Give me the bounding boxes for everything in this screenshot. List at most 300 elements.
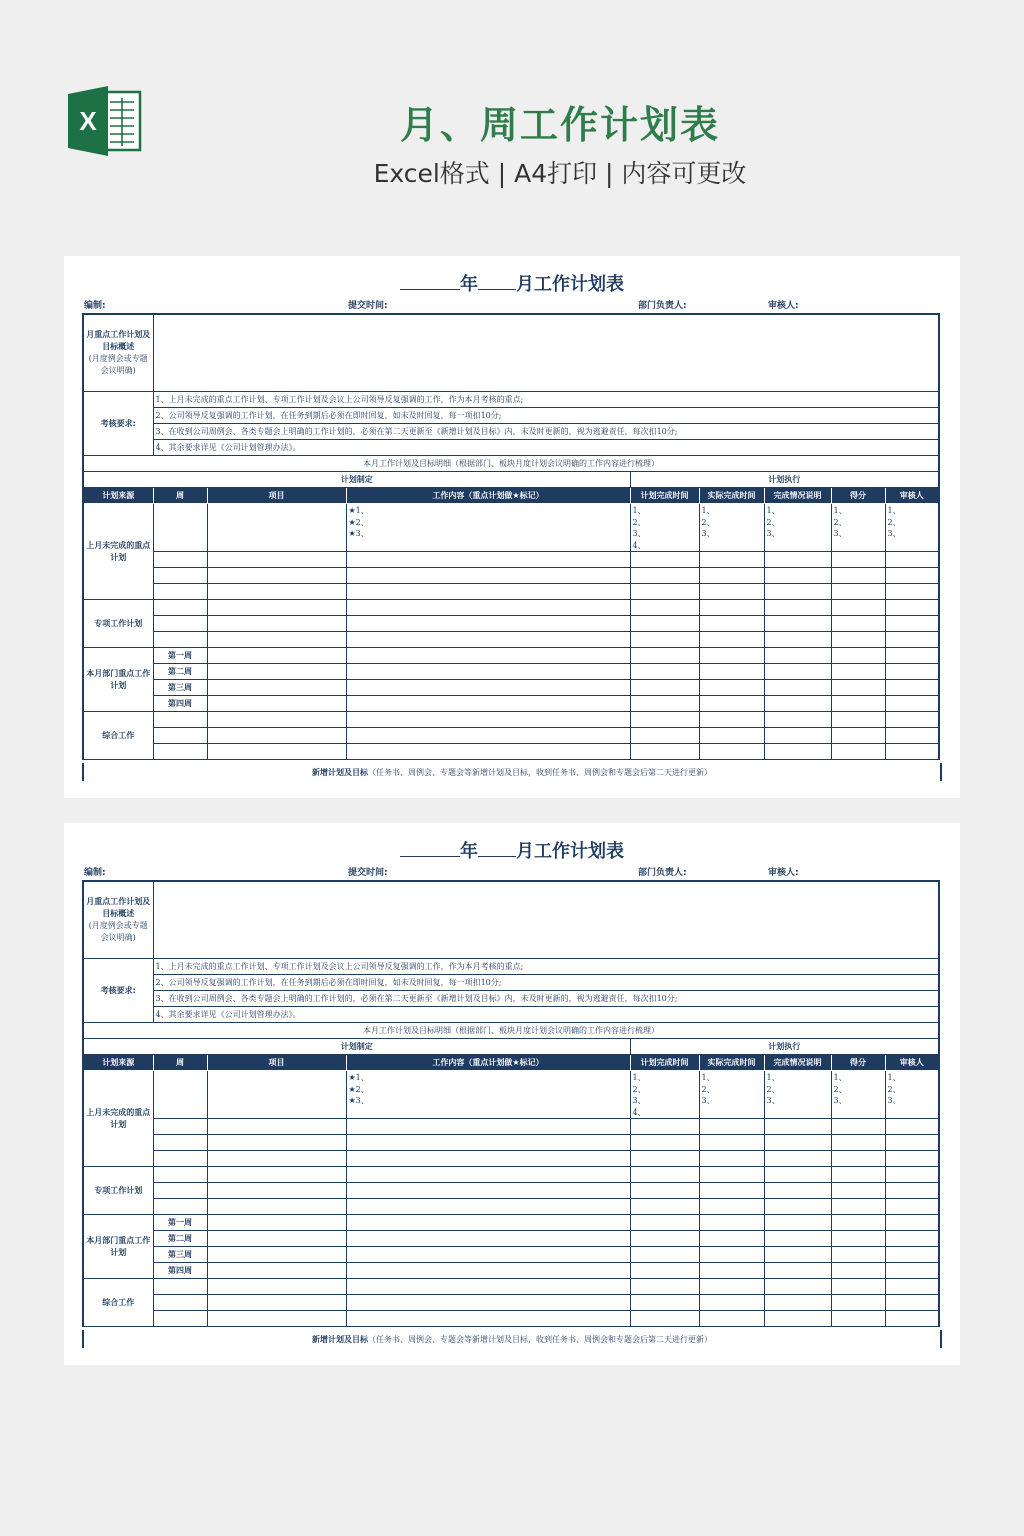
week-cell[interactable] (153, 1151, 207, 1167)
week-cell[interactable] (153, 552, 207, 568)
plan-time-cell[interactable] (630, 568, 699, 584)
desc-cell[interactable] (764, 1119, 831, 1135)
table-row (83, 664, 939, 680)
table-row (83, 1071, 939, 1119)
reviewer-cell[interactable] (885, 1119, 939, 1135)
score-cell[interactable] (831, 680, 885, 696)
desc-cell[interactable] (764, 552, 831, 568)
desc-cell[interactable] (764, 648, 831, 664)
reviewer-label: 审核人: (768, 868, 799, 878)
project-cell[interactable] (207, 1119, 346, 1135)
actual-time-cell[interactable] (699, 664, 764, 680)
desc-cell[interactable] (764, 712, 831, 728)
reviewer-cell[interactable] (885, 1167, 939, 1183)
desc-cell[interactable] (764, 1135, 831, 1151)
plan-time-cell[interactable] (630, 1247, 699, 1263)
score-cell[interactable] (831, 1215, 885, 1231)
desc-cell[interactable] (764, 1151, 831, 1167)
project-cell[interactable] (207, 600, 346, 616)
week-cell[interactable] (153, 1071, 207, 1119)
page-subtitle: Excel格式 | A4打印 | 内容可更改 (373, 159, 747, 188)
content-cell[interactable] (346, 1215, 630, 1231)
content-cell[interactable] (346, 616, 630, 632)
plan-time-cell[interactable] (630, 600, 699, 616)
plan-time-cell[interactable] (630, 1167, 699, 1183)
table-row (83, 1199, 939, 1215)
col-content: 工作内容（重点计划做★标记） (346, 488, 630, 504)
title-month-label: 月工作计划表 (516, 841, 624, 862)
score-cell[interactable] (831, 1199, 885, 1215)
score-cell[interactable] (831, 648, 885, 664)
reviewer-cell[interactable] (885, 632, 939, 648)
table-row (83, 1119, 939, 1135)
table-row (83, 600, 939, 616)
new-plan-note: 新增计划及目标（任务书、周例会、专题会等新增计划及目标，收到任务书、周例会和专题会后第二天进行更新） (312, 768, 712, 777)
project-cell[interactable] (207, 744, 346, 760)
reviewer-cell[interactable] (885, 1135, 939, 1151)
week-label: 第四周 (153, 696, 207, 712)
actual-time-cell[interactable] (699, 1231, 764, 1247)
source-general: 综合工作 (83, 1279, 153, 1327)
table-row (83, 1263, 939, 1279)
week-cell[interactable] (153, 616, 207, 632)
score-cell[interactable] (831, 600, 885, 616)
col-desc: 完成情况说明 (764, 1055, 831, 1071)
year-blank[interactable] (400, 842, 460, 857)
score-cell[interactable] (831, 1119, 885, 1135)
table-row (83, 696, 939, 712)
plan-time-cell[interactable] (630, 632, 699, 648)
desc-cell[interactable] (764, 1167, 831, 1183)
table-row (83, 1183, 939, 1199)
actual-time-cell[interactable] (699, 744, 764, 760)
group-plan-header: 计划制定 (83, 472, 630, 488)
plan-time-cell[interactable] (630, 1311, 699, 1327)
reviewer-cell[interactable] (885, 584, 939, 600)
actual-time-cell[interactable]: 1、 2、 3、 (699, 504, 764, 552)
score-cell[interactable] (831, 728, 885, 744)
score-cell[interactable]: 1、 2、 3、 (831, 1071, 885, 1119)
reviewer-cell[interactable] (885, 1295, 939, 1311)
plan-time-cell[interactable] (630, 1263, 699, 1279)
reviewer-cell[interactable] (885, 744, 939, 760)
score-cell[interactable] (831, 664, 885, 680)
actual-time-cell[interactable] (699, 1247, 764, 1263)
project-cell[interactable] (207, 1247, 346, 1263)
reviewer-cell[interactable] (885, 568, 939, 584)
overview-input[interactable] (153, 881, 939, 959)
plan-time-cell[interactable] (630, 1231, 699, 1247)
table-row (83, 712, 939, 728)
actual-time-cell[interactable] (699, 1311, 764, 1327)
col-reviewer: 审核人 (885, 1055, 939, 1071)
week-label: 第三周 (153, 680, 207, 696)
score-cell[interactable] (831, 552, 885, 568)
actual-time-cell[interactable] (699, 1295, 764, 1311)
table-edge-right (940, 1330, 942, 1348)
plan-time-cell[interactable] (630, 1295, 699, 1311)
col-source: 计划来源 (83, 1055, 153, 1071)
project-cell[interactable] (207, 728, 346, 744)
plan-time-cell[interactable] (630, 1199, 699, 1215)
actual-time-cell[interactable] (699, 1263, 764, 1279)
reviewer-cell[interactable] (885, 1263, 939, 1279)
col-actual-time: 实际完成时间 (699, 488, 764, 504)
actual-time-cell[interactable] (699, 696, 764, 712)
month-blank[interactable] (478, 842, 516, 857)
excel-logo-icon (68, 86, 142, 156)
actual-time-cell[interactable] (699, 712, 764, 728)
reviewer-cell[interactable] (885, 616, 939, 632)
actual-time-cell[interactable] (699, 1215, 764, 1231)
desc-cell[interactable] (764, 680, 831, 696)
desc-cell[interactable] (764, 1199, 831, 1215)
week-label: 第一周 (153, 648, 207, 664)
plan-time-cell[interactable] (630, 696, 699, 712)
table-row (83, 744, 939, 760)
col-week: 周 (153, 488, 207, 504)
project-cell[interactable] (207, 1263, 346, 1279)
content-cell[interactable] (346, 1311, 630, 1327)
content-cell[interactable] (346, 1135, 630, 1151)
plan-time-cell[interactable] (630, 728, 699, 744)
table-row (83, 568, 939, 584)
submit-time-label: 提交时间: (348, 868, 388, 878)
project-cell[interactable] (207, 648, 346, 664)
reviewer-cell[interactable] (885, 1279, 939, 1295)
new-plan-note: 新增计划及目标（任务书、周例会、专题会等新增计划及目标，收到任务书、周例会和专题会后第二天进行更新） (312, 1335, 712, 1344)
actual-time-cell[interactable] (699, 680, 764, 696)
actual-time-cell[interactable] (699, 728, 764, 744)
plan-time-cell[interactable] (630, 1183, 699, 1199)
desc-cell[interactable] (764, 1215, 831, 1231)
year-blank[interactable] (400, 275, 460, 290)
content-cell[interactable] (346, 1167, 630, 1183)
project-cell[interactable] (207, 1199, 346, 1215)
desc-cell[interactable] (764, 664, 831, 680)
actual-time-cell[interactable]: 1、 2、 3、 (699, 1071, 764, 1119)
reviewer-cell[interactable] (885, 1215, 939, 1231)
plan-time-cell[interactable] (630, 712, 699, 728)
review-label: 考核要求: (83, 959, 153, 1023)
table-row (83, 1295, 939, 1311)
score-cell[interactable]: 1、 2、 3、 (831, 504, 885, 552)
content-cell[interactable] (346, 1119, 630, 1135)
col-content: 工作内容（重点计划做★标记） (346, 1055, 630, 1071)
week-label: 第三周 (153, 1247, 207, 1263)
score-cell[interactable] (831, 568, 885, 584)
reviewer-cell[interactable] (885, 648, 939, 664)
plan-table (82, 880, 940, 1327)
month-blank[interactable] (478, 275, 516, 290)
actual-time-cell[interactable] (699, 1119, 764, 1135)
score-cell[interactable] (831, 616, 885, 632)
week-cell[interactable] (153, 712, 207, 728)
content-cell[interactable] (346, 1295, 630, 1311)
plan-time-cell[interactable] (630, 584, 699, 600)
project-cell[interactable] (207, 1311, 346, 1327)
col-source: 计划来源 (83, 488, 153, 504)
actual-time-cell[interactable] (699, 1151, 764, 1167)
score-cell[interactable] (831, 584, 885, 600)
score-cell[interactable] (831, 696, 885, 712)
score-cell[interactable] (831, 1183, 885, 1199)
score-cell[interactable] (831, 1247, 885, 1263)
week-cell[interactable] (153, 568, 207, 584)
dept-head-label: 部门负责人: (638, 301, 687, 311)
week-label: 第二周 (153, 1231, 207, 1247)
col-desc: 完成情况说明 (764, 488, 831, 504)
content-cell[interactable] (346, 728, 630, 744)
content-cell[interactable] (346, 584, 630, 600)
score-cell[interactable] (831, 1135, 885, 1151)
score-cell[interactable] (831, 1151, 885, 1167)
desc-cell[interactable] (764, 1247, 831, 1263)
detail-caption: 本月工作计划及目标明细（根据部门、板块月度计划会议明确的工作内容进行梳理） (83, 456, 939, 472)
plan-time-cell[interactable] (630, 1135, 699, 1151)
score-cell[interactable] (831, 712, 885, 728)
col-score: 得分 (831, 488, 885, 504)
table-row (83, 728, 939, 744)
group-plan-header: 计划制定 (83, 1039, 630, 1055)
desc-cell[interactable] (764, 1279, 831, 1295)
desc-cell[interactable] (764, 728, 831, 744)
table-edge-left (82, 1330, 84, 1348)
content-cell[interactable] (346, 1199, 630, 1215)
desc-cell[interactable] (764, 696, 831, 712)
project-cell[interactable] (207, 632, 346, 648)
plan-time-cell[interactable]: 1、 2、 3、 4、 (630, 1071, 699, 1119)
submit-time-label: 提交时间: (348, 301, 388, 311)
column-header-row (83, 1055, 939, 1071)
content-cell[interactable] (346, 648, 630, 664)
plan-time-cell[interactable] (630, 664, 699, 680)
content-cell[interactable] (346, 600, 630, 616)
content-cell[interactable] (346, 1231, 630, 1247)
actual-time-cell[interactable] (699, 648, 764, 664)
score-cell[interactable] (831, 1231, 885, 1247)
actual-time-cell[interactable] (699, 1279, 764, 1295)
project-cell[interactable] (207, 1167, 346, 1183)
project-cell[interactable] (207, 584, 346, 600)
actual-time-cell[interactable] (699, 584, 764, 600)
reviewer-cell[interactable] (885, 1231, 939, 1247)
col-score: 得分 (831, 1055, 885, 1071)
reviewer-cell[interactable] (885, 728, 939, 744)
week-cell[interactable] (153, 1183, 207, 1199)
overview-input[interactable] (153, 314, 939, 392)
title-year-label: 年 (460, 274, 478, 295)
actual-time-cell[interactable] (699, 616, 764, 632)
week-cell[interactable] (153, 600, 207, 616)
plan-time-cell[interactable] (630, 1215, 699, 1231)
table-row (83, 1151, 939, 1167)
reviewer-cell[interactable] (885, 1183, 939, 1199)
desc-cell[interactable]: 1、 2、 3、 (764, 504, 831, 552)
actual-time-cell[interactable] (699, 600, 764, 616)
plan-time-cell[interactable] (630, 648, 699, 664)
project-cell[interactable] (207, 1279, 346, 1295)
project-cell[interactable] (207, 568, 346, 584)
content-cell[interactable]: ★1、 ★2、 ★3、 (346, 1071, 630, 1119)
overview-label: 月重点工作计划及目标概述 (月度例会或专题会议明确) (83, 881, 153, 959)
week-cell[interactable] (153, 1199, 207, 1215)
actual-time-cell[interactable] (699, 1199, 764, 1215)
actual-time-cell[interactable] (699, 632, 764, 648)
project-cell[interactable] (207, 552, 346, 568)
reviewer-cell[interactable] (885, 680, 939, 696)
actual-time-cell[interactable] (699, 1183, 764, 1199)
content-cell[interactable] (346, 632, 630, 648)
desc-cell[interactable] (764, 1231, 831, 1247)
score-cell[interactable] (831, 632, 885, 648)
week-cell[interactable] (153, 1135, 207, 1151)
review-item: 1、上月未完成的重点工作计划、专项工作计划及会议上公司领导反复强调的工作，作为本月考核的重点; (153, 959, 939, 975)
review-item: 2、公司领导反复强调的工作计划，在任务到期后必须在即时回复，如未及时回复，每一项扣10分; (153, 975, 939, 991)
score-cell[interactable] (831, 1167, 885, 1183)
score-cell[interactable] (831, 1311, 885, 1327)
content-cell[interactable] (346, 744, 630, 760)
desc-cell[interactable] (764, 568, 831, 584)
col-week: 周 (153, 1055, 207, 1071)
reviewer-cell[interactable] (885, 552, 939, 568)
review-item: 3、在收到公司周例会、各类专题会上明确的工作计划的，必须在第二天更新至《新增计划及目标》内，未及时更新的，视为逃避责任，每次扣10分; (153, 424, 939, 440)
reviewer-cell[interactable] (885, 1151, 939, 1167)
project-cell[interactable] (207, 504, 346, 552)
table-row (83, 632, 939, 648)
desc-cell[interactable] (764, 1295, 831, 1311)
actual-time-cell[interactable] (699, 1135, 764, 1151)
content-cell[interactable] (346, 1151, 630, 1167)
content-cell[interactable] (346, 664, 630, 680)
col-actual-time: 实际完成时间 (699, 1055, 764, 1071)
reviewer-label: 审核人: (768, 301, 799, 311)
week-label: 第四周 (153, 1263, 207, 1279)
desc-cell[interactable] (764, 584, 831, 600)
week-cell[interactable] (153, 1167, 207, 1183)
week-cell[interactable] (153, 1279, 207, 1295)
source-unfinished: 上月未完成的重点计划 (83, 1071, 153, 1167)
column-header-row (83, 488, 939, 504)
project-cell[interactable] (207, 1215, 346, 1231)
sheet-title (64, 837, 960, 863)
project-cell[interactable] (207, 696, 346, 712)
reviewer-cell[interactable] (885, 696, 939, 712)
content-cell[interactable] (346, 1183, 630, 1199)
desc-cell[interactable] (764, 744, 831, 760)
project-cell[interactable] (207, 712, 346, 728)
week-cell[interactable] (153, 1119, 207, 1135)
project-cell[interactable] (207, 1151, 346, 1167)
project-cell[interactable] (207, 1071, 346, 1119)
desc-cell[interactable] (764, 616, 831, 632)
table-row (83, 584, 939, 600)
reviewer-cell[interactable] (885, 664, 939, 680)
actual-time-cell[interactable] (699, 568, 764, 584)
source-unfinished: 上月未完成的重点计划 (83, 504, 153, 600)
week-cell[interactable] (153, 1311, 207, 1327)
project-cell[interactable] (207, 664, 346, 680)
detail-caption: 本月工作计划及目标明细（根据部门、板块月度计划会议明确的工作内容进行梳理） (83, 1023, 939, 1039)
plan-time-cell[interactable] (630, 680, 699, 696)
reviewer-cell[interactable] (885, 1199, 939, 1215)
project-cell[interactable] (207, 1183, 346, 1199)
plan-sheet-1 (64, 256, 960, 798)
plan-time-cell[interactable] (630, 616, 699, 632)
table-row (83, 616, 939, 632)
title-month-label: 月工作计划表 (516, 274, 624, 295)
content-cell[interactable] (346, 1263, 630, 1279)
week-cell[interactable] (153, 1295, 207, 1311)
desc-cell[interactable] (764, 1263, 831, 1279)
score-cell[interactable] (831, 744, 885, 760)
review-label: 考核要求: (83, 392, 153, 456)
desc-cell[interactable] (764, 1311, 831, 1327)
content-cell[interactable] (346, 712, 630, 728)
week-cell[interactable] (153, 504, 207, 552)
group-exec-header: 计划执行 (630, 1039, 939, 1055)
source-dept-key: 本月部门重点工作计划 (83, 648, 153, 712)
content-cell[interactable] (346, 568, 630, 584)
reviewer-cell[interactable] (885, 1311, 939, 1327)
score-cell[interactable] (831, 1263, 885, 1279)
plan-time-cell[interactable] (630, 552, 699, 568)
table-row (83, 1167, 939, 1183)
table-row (83, 552, 939, 568)
week-cell[interactable] (153, 744, 207, 760)
review-item: 3、在收到公司周例会、各类专题会上明确的工作计划的，必须在第二天更新至《新增计划及目标》内，未及时更新的，视为逃避责任，每次扣10分; (153, 991, 939, 1007)
desc-cell[interactable]: 1、 2、 3、 (764, 1071, 831, 1119)
project-cell[interactable] (207, 1135, 346, 1151)
table-row (83, 1279, 939, 1295)
actual-time-cell[interactable] (699, 552, 764, 568)
project-cell[interactable] (207, 1231, 346, 1247)
plan-sheet-2 (64, 823, 960, 1365)
source-special: 专项工作计划 (83, 600, 153, 648)
week-cell[interactable] (153, 584, 207, 600)
reviewer-cell[interactable]: 1、 2、 3、 (885, 504, 939, 552)
plan-time-cell[interactable] (630, 1119, 699, 1135)
score-cell[interactable] (831, 1295, 885, 1311)
plan-time-cell[interactable]: 1、 2、 3、 4、 (630, 504, 699, 552)
desc-cell[interactable] (764, 600, 831, 616)
content-cell[interactable] (346, 1247, 630, 1263)
content-cell[interactable] (346, 696, 630, 712)
score-cell[interactable] (831, 1279, 885, 1295)
project-cell[interactable] (207, 680, 346, 696)
review-item: 4、其余要求详见《公司计划管理办法》。 (153, 1007, 939, 1023)
plan-time-cell[interactable] (630, 744, 699, 760)
plan-time-cell[interactable] (630, 1151, 699, 1167)
desc-cell[interactable] (764, 632, 831, 648)
content-cell[interactable]: ★1、 ★2、 ★3、 (346, 504, 630, 552)
content-cell[interactable] (346, 680, 630, 696)
reviewer-cell[interactable] (885, 600, 939, 616)
plan-time-cell[interactable] (630, 1279, 699, 1295)
project-cell[interactable] (207, 616, 346, 632)
content-cell[interactable] (346, 552, 630, 568)
reviewer-cell[interactable] (885, 712, 939, 728)
week-cell[interactable] (153, 728, 207, 744)
week-cell[interactable] (153, 632, 207, 648)
content-cell[interactable] (346, 1279, 630, 1295)
reviewer-cell[interactable] (885, 1247, 939, 1263)
reviewer-cell[interactable]: 1、 2、 3、 (885, 1071, 939, 1119)
desc-cell[interactable] (764, 1183, 831, 1199)
project-cell[interactable] (207, 1295, 346, 1311)
actual-time-cell[interactable] (699, 1167, 764, 1183)
col-reviewer: 审核人 (885, 488, 939, 504)
